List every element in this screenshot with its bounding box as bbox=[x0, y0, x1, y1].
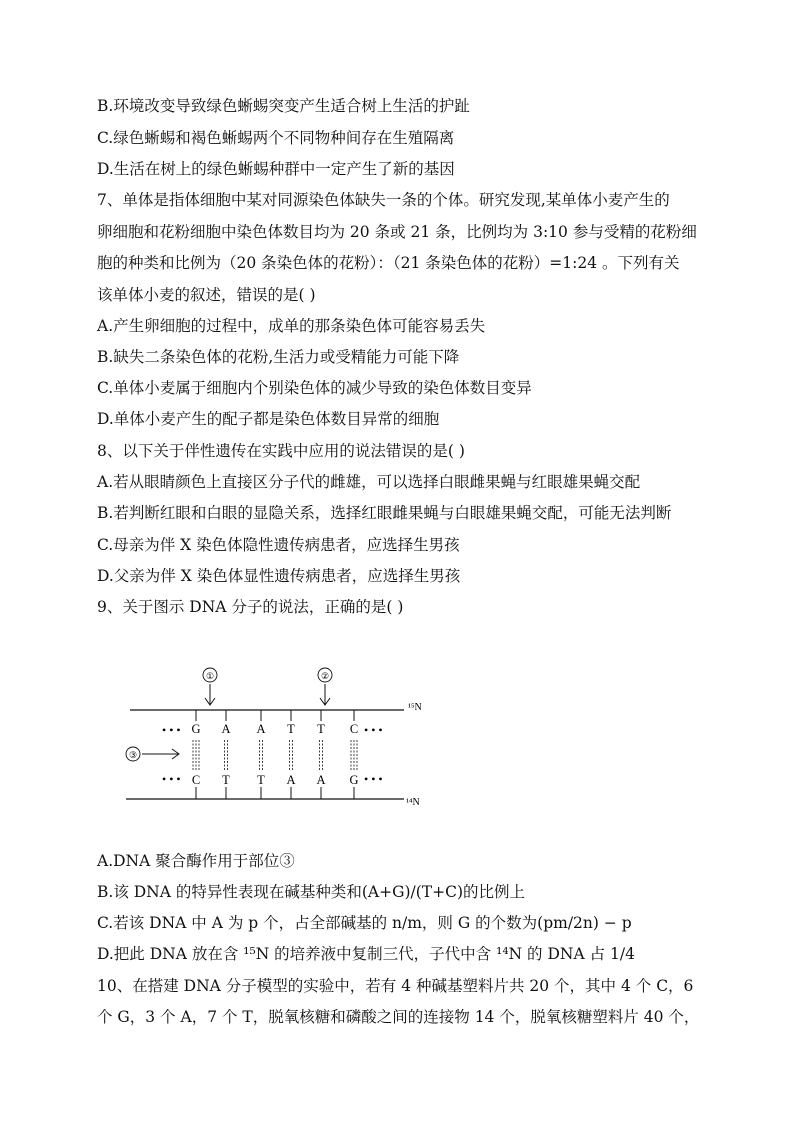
question-9: 9、关于图示 DNA 分子的说法，正确的是( ) bbox=[97, 598, 404, 616]
label-1: ① bbox=[205, 671, 215, 681]
top-base-2: A bbox=[256, 722, 266, 736]
bottom-strand-label: ¹⁴N bbox=[406, 797, 420, 808]
option-8d: D.父亲为伴 X 染色体显性遗传病患者，应选择生男孩 bbox=[97, 567, 461, 585]
label-2: ② bbox=[320, 671, 330, 681]
option-8a: A.若从眼睛颜色上直接区分子代的雌雄，可以选择白眼雌果蝇与红眼雄果蝇交配 bbox=[97, 473, 641, 491]
option-7b: B.缺失二条染色体的花粉,生活力或受精能力可能下降 bbox=[97, 348, 460, 366]
bottom-base-3: A bbox=[286, 773, 296, 787]
base-pairs bbox=[191, 710, 358, 799]
bottom-base-2: T bbox=[257, 773, 265, 787]
question-8: 8、以下关于伴性遗传在实践中应用的说法错误的是( ) bbox=[97, 442, 465, 460]
option-9b: B.该 DNA 的特异性表现在碱基种类和(A+G)/(T+C)的比例上 bbox=[97, 883, 526, 901]
question-10-line-2: 个 G，3 个 A，7 个 T，脱氧核糖和磷酸之间的连接物 14 个，脱氧核糖塑料片 40 个， bbox=[97, 1008, 700, 1026]
label-3: ③ bbox=[128, 750, 138, 760]
top-base-4: T bbox=[317, 722, 325, 736]
option-8b: B.若判断红眼和白眼的显隐关系，选择红眼雌果蝇与白眼雄果蝇交配，可能无法判断 bbox=[97, 504, 672, 522]
top-base-3: T bbox=[287, 722, 295, 736]
bottom-left-dots: • • • bbox=[162, 772, 181, 786]
bottom-right-dots: • • • bbox=[364, 772, 383, 786]
bottom-base-0: C bbox=[191, 773, 201, 787]
question-7-line-1: 7、单体是指体细胞中某对同源染色体缺失一条的个体。研究发现,某单体小麦产生的 bbox=[97, 191, 670, 209]
top-strand-label: ¹⁵N bbox=[408, 702, 422, 713]
top-base-0: G bbox=[191, 722, 201, 736]
option-9d: D.把此 DNA 放在含 ¹⁵N 的培养液中复制三代，子代中含 ¹⁴N 的 DNA 占 1/4 bbox=[97, 945, 635, 963]
bottom-base-4: A bbox=[316, 773, 326, 787]
question-7-line-4: 该单体小麦的叙述，错误的是( ) bbox=[97, 286, 316, 304]
option-6d: D.生活在树上的绿色蜥蜴种群中一定产生了新的基因 bbox=[97, 160, 455, 178]
bottom-base-5: G bbox=[349, 773, 359, 787]
question-10-line-1: 10、在搭建 DNA 分子模型的实验中，若有 4 种碱基塑料片共 20 个，其中 4 个 C，6 bbox=[97, 977, 694, 995]
top-left-dots: • • • bbox=[162, 723, 181, 737]
option-6c: C.绿色蜥蜴和褐色蜥蜴两个不同物种间存在生殖隔离 bbox=[97, 129, 455, 147]
dna-diagram bbox=[118, 660, 448, 810]
option-9a: A.DNA 聚合酶作用于部位③ bbox=[97, 852, 295, 870]
bottom-base-1: T bbox=[222, 773, 230, 787]
top-base-5: C bbox=[349, 722, 359, 736]
option-7c: C.单体小麦属于细胞内个别染色体的减少导致的染色体数目变异 bbox=[97, 379, 532, 397]
top-right-dots: • • • bbox=[364, 723, 383, 737]
question-7-line-2: 卵细胞和花粉细胞中染色体数目均为 20 条或 21 条，比例均为 3:10 参与受精的花粉细 bbox=[97, 223, 697, 241]
option-7d: D.单体小麦产生的配子都是染色体数目异常的细胞 bbox=[97, 410, 440, 428]
option-6b: B.环境改变导致绿色蜥蜴突变产生适合树上生活的护趾 bbox=[97, 97, 470, 115]
option-7a: A.产生卵细胞的过程中，成单的那条染色体可能容易丢失 bbox=[97, 317, 486, 335]
question-7-line-3: 胞的种类和比例为（20 条染色体的花粉）：（21 条染色体的花粉）=1:24 。下列有关 bbox=[97, 254, 680, 272]
option-9c: C.若该 DNA 中 A 为 p 个，占全部碱基的 n/m，则 G 的个数为(pm/2n) − p bbox=[97, 914, 632, 932]
top-base-1: A bbox=[221, 722, 231, 736]
option-8c: C.母亲为伴 X 染色体隐性遗传病患者，应选择生男孩 bbox=[97, 536, 460, 554]
